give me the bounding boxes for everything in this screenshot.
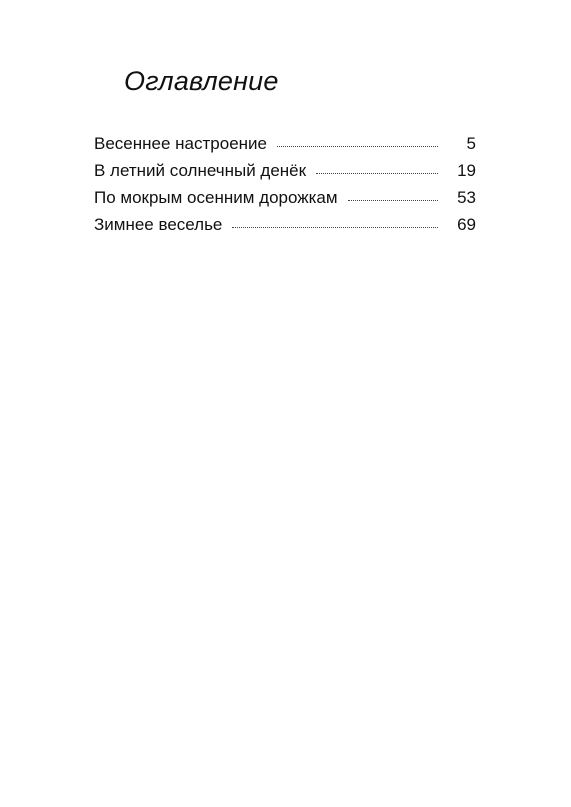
toc-list bbox=[94, 130, 476, 238]
toc-entry-title: По мокрым осенним дорожкам bbox=[94, 188, 338, 207]
toc-entry-page-number: 53 bbox=[457, 188, 476, 207]
dot-leader bbox=[316, 172, 438, 174]
toc-entry-page-number: 19 bbox=[457, 161, 476, 180]
dot-leader bbox=[232, 226, 438, 228]
toc-entry bbox=[94, 184, 476, 211]
toc-entry-title: Весеннее настроение bbox=[94, 134, 267, 153]
toc-heading: Оглавление bbox=[124, 66, 279, 96]
toc-entry-title: Зимнее веселье bbox=[94, 215, 223, 234]
dot-leader bbox=[277, 145, 438, 147]
toc-entry-page-number: 5 bbox=[466, 134, 476, 153]
toc-entry-title: В летний солнечный денёк bbox=[94, 161, 307, 180]
toc-entry bbox=[94, 157, 476, 184]
toc-entry-page-number: 69 bbox=[457, 215, 476, 234]
toc-entry bbox=[94, 211, 476, 238]
toc-entry bbox=[94, 130, 476, 157]
dot-leader bbox=[348, 199, 438, 201]
